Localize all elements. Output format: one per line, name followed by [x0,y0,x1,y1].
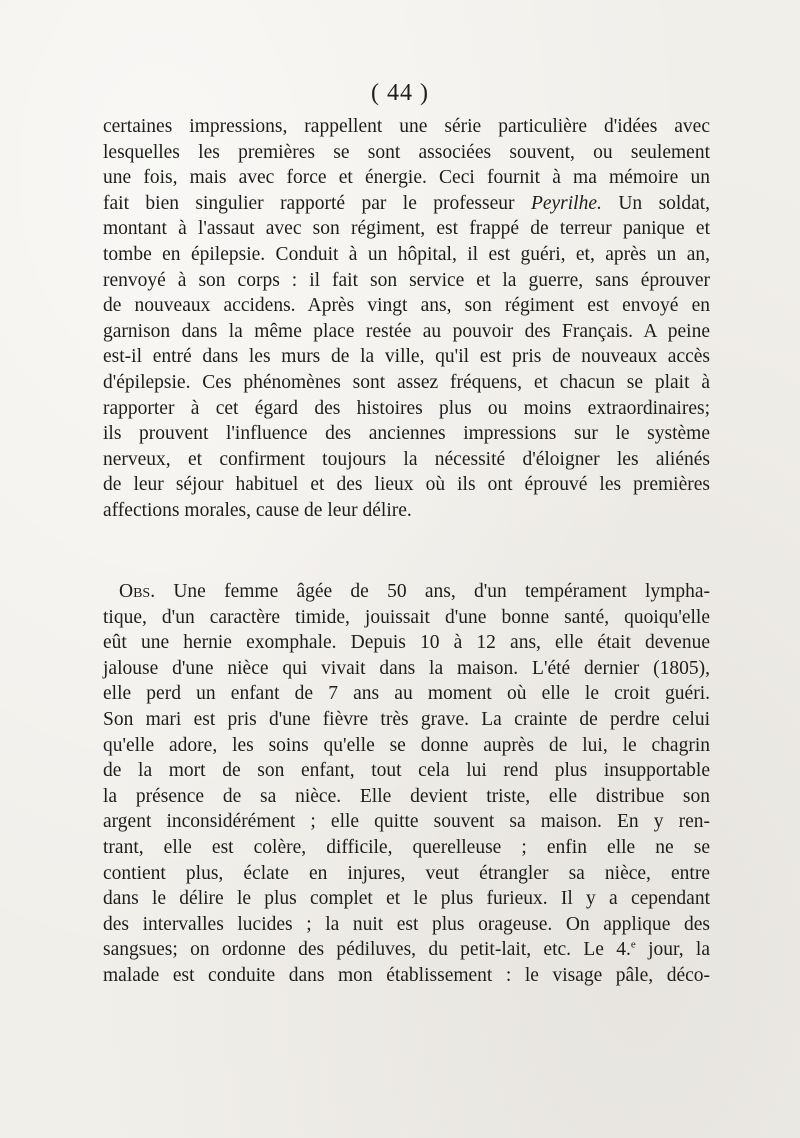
text-line: lesquelles les premières se sont associées souvent, ou seulement [103,141,710,163]
text-line: tombe en épilepsie. Conduit à un hôpital, il est guéri, et, après un an, [103,243,710,265]
text-line: certaines impressions, rappellent une série particulière d'idées avec [103,116,710,137]
text-line: des intervalles lucides ; la nuit est plus orageuse. On applique des [103,913,710,935]
paragraph-1 [103,114,710,524]
text-line-with-superscript [103,937,710,963]
text-line: est-il entré dans les murs de la ville, qu'il est pris de nouveaux accès [103,346,710,368]
text-line: tique, d'un caractère timide, jouissait d'une bonne santé, quoiqu'elle [103,606,710,628]
text-fragment: Un soldat, [618,192,711,214]
text-line: dans le délire le plus complet et le plus furieux. Il y a cependant [103,888,710,910]
text-fragment: fait bien singulier rapporté par le professeur [103,192,515,214]
text-line: la présence de sa nièce. Elle devient triste, elle distribue son [103,785,710,807]
text-line: elle perd un enfant de 7 ans au moment où elle le croit guéri. [103,683,710,705]
text-line: de nouveaux accidens. Après vingt ans, son régiment est envoyé en [103,295,710,317]
text-line: montant à l'assaut avec son régiment, est frappé de terreur panique et [103,218,710,240]
page-number: ( 44 ) [371,80,429,106]
text-line: de leur séjour habituel et des lieux où ils ont éprouvé les premières [103,474,710,496]
professor-name: Peyrilhe. [530,192,602,214]
text-line: qu'elle adore, les soins qu'elle se donne auprès de lui, le chagrin [103,734,710,756]
paragraph-2 [103,579,710,989]
text-fragment: sangsues; on ordonne des pédiluves, du petit-lait, etc. Le 4. [103,939,631,961]
text-line: argent inconsidérément ; elle quitte souvent sa maison. En y ren- [103,811,710,833]
ordinal-superscript: e [630,938,636,951]
text-line: malade est conduite dans mon établissement : le visage pâle, déco- [103,964,710,986]
text-line: garnison dans la même place restée au pouvoir des Français. A peine [103,320,710,342]
text-line-with-name [103,191,710,217]
text-line: de la mort de son enfant, tout cela lui rend plus insupportable [103,760,710,782]
text-line: Son mari est pris d'une fièvre très grave. La crainte de perdre celui [103,708,710,730]
text-line: eût une hernie exomphale. Depuis 10 à 12 ans, elle était devenue [103,632,710,654]
text-fragment: jour, la [648,939,710,961]
text-line: contient plus, éclate en injures, veut étrangler sa nièce, entre [103,862,710,884]
text-line: affections morales, cause de leur délire. [103,499,412,521]
text-line: nerveux, et confirment toujours la nécessité d'éloigner les aliénés [103,448,710,470]
text-fragment: Une femme âgée de 50 ans, d'un tempérament lympha- [173,581,710,602]
obs-label: Obs. [119,581,156,602]
obs-line [103,579,710,605]
text-line: trant, elle est colère, difficile, querelleuse ; enfin elle ne se [103,836,710,858]
text-line: rapporter à cet égard des histoires plus ou moins extraordinaires; [103,397,710,419]
text-line: ils prouvent l'influence des anciennes impressions sur le système [103,423,710,445]
text-line: d'épilepsie. Ces phénomènes sont assez fréquens, et chacun se plait à [103,371,710,393]
text-line: renvoyé à son corps : il fait son service et la guerre, sans éprouver [103,269,710,291]
text-line: une fois, mais avec force et énergie. Ceci fournit à ma mémoire un [103,167,710,189]
text-line: jalouse d'une nièce qui vivait dans la maison. L'été dernier (1805), [103,657,710,679]
